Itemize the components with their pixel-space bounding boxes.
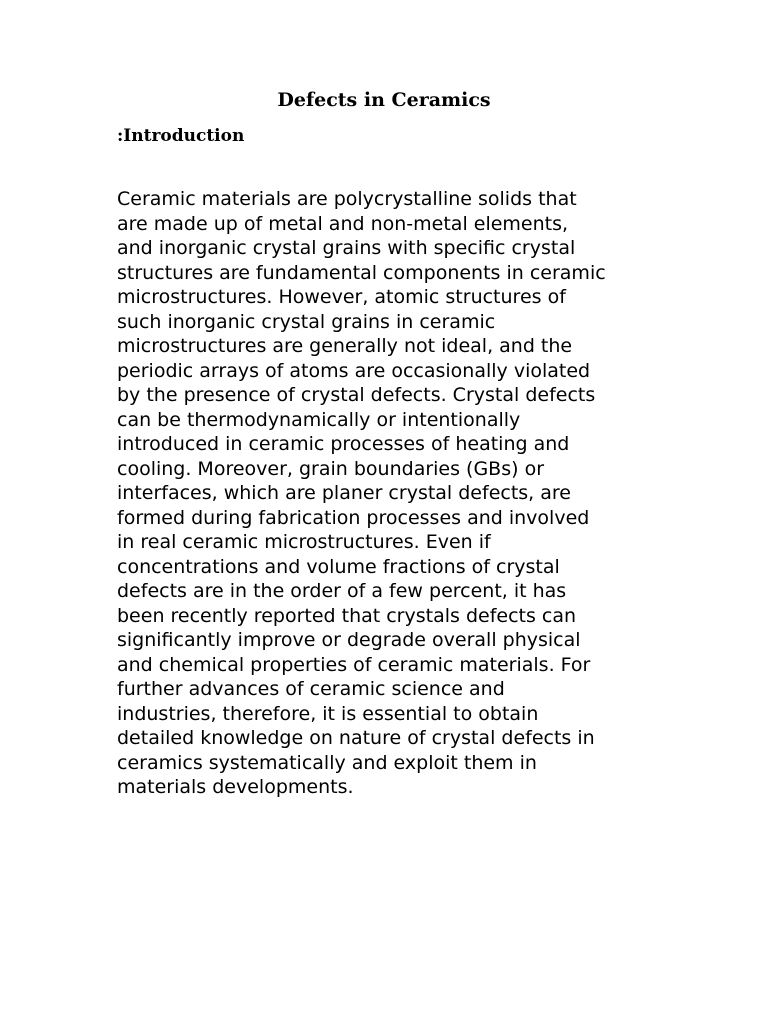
paragraph-line: are made up of metal and non-metal elements, [117,212,569,235]
paragraph-line: by the presence of crystal defects. Crystal defects [117,384,596,406]
paragraph-line: significantly improve or degrade overall physical [117,629,581,651]
paragraph-line: and chemical properties of ceramic materials. For [117,653,591,676]
body-paragraph [117,187,657,800]
paragraph-line: cooling. Moreover, grain boundaries (GBs) or [117,457,545,480]
paragraph-line: can be thermodynamically or intentionally [117,408,521,431]
paragraph-line: microstructures. However, atomic structures of [117,286,566,308]
paragraph-line: ceramics systematically and exploit them in [117,751,537,774]
paragraph-line: such inorganic crystal grains in ceramic [117,310,496,333]
paragraph-line: defects are in the order of a few percent, it has [117,580,567,602]
paragraph-line: formed during fabrication processes and involved [117,506,590,529]
paragraph-line: industries, therefore, it is essential to obtain [117,702,539,725]
paragraph-line: introduced in ceramic processes of heating and [117,433,570,455]
paragraph-line: and inorganic crystal grains with specific crystal [117,237,576,259]
paragraph-line: interfaces, which are planer crystal defects, are [117,482,571,504]
paragraph-line: microstructures are generally not ideal, and the [117,335,573,357]
paragraph-line: in real ceramic microstructures. Even if [117,531,491,553]
paragraph-line: concentrations and volume fractions of crystal [117,555,560,578]
paragraph-line: detailed knowledge on nature of crystal defects in [117,727,595,749]
paragraph-line: materials developments. [117,776,354,798]
paragraph-line: structures are fundamental components in ceramic [117,261,606,284]
paragraph-line: further advances of ceramic science and [117,678,505,700]
section-heading: :Introduction [117,126,245,146]
paragraph-line: periodic arrays of atoms are occasionally violated [117,359,591,382]
page-title: Defects in Ceramics [277,89,491,111]
paragraph-line: been recently reported that crystals defects can [117,604,577,627]
paragraph-line: Ceramic materials are polycrystalline solids that [117,188,577,210]
